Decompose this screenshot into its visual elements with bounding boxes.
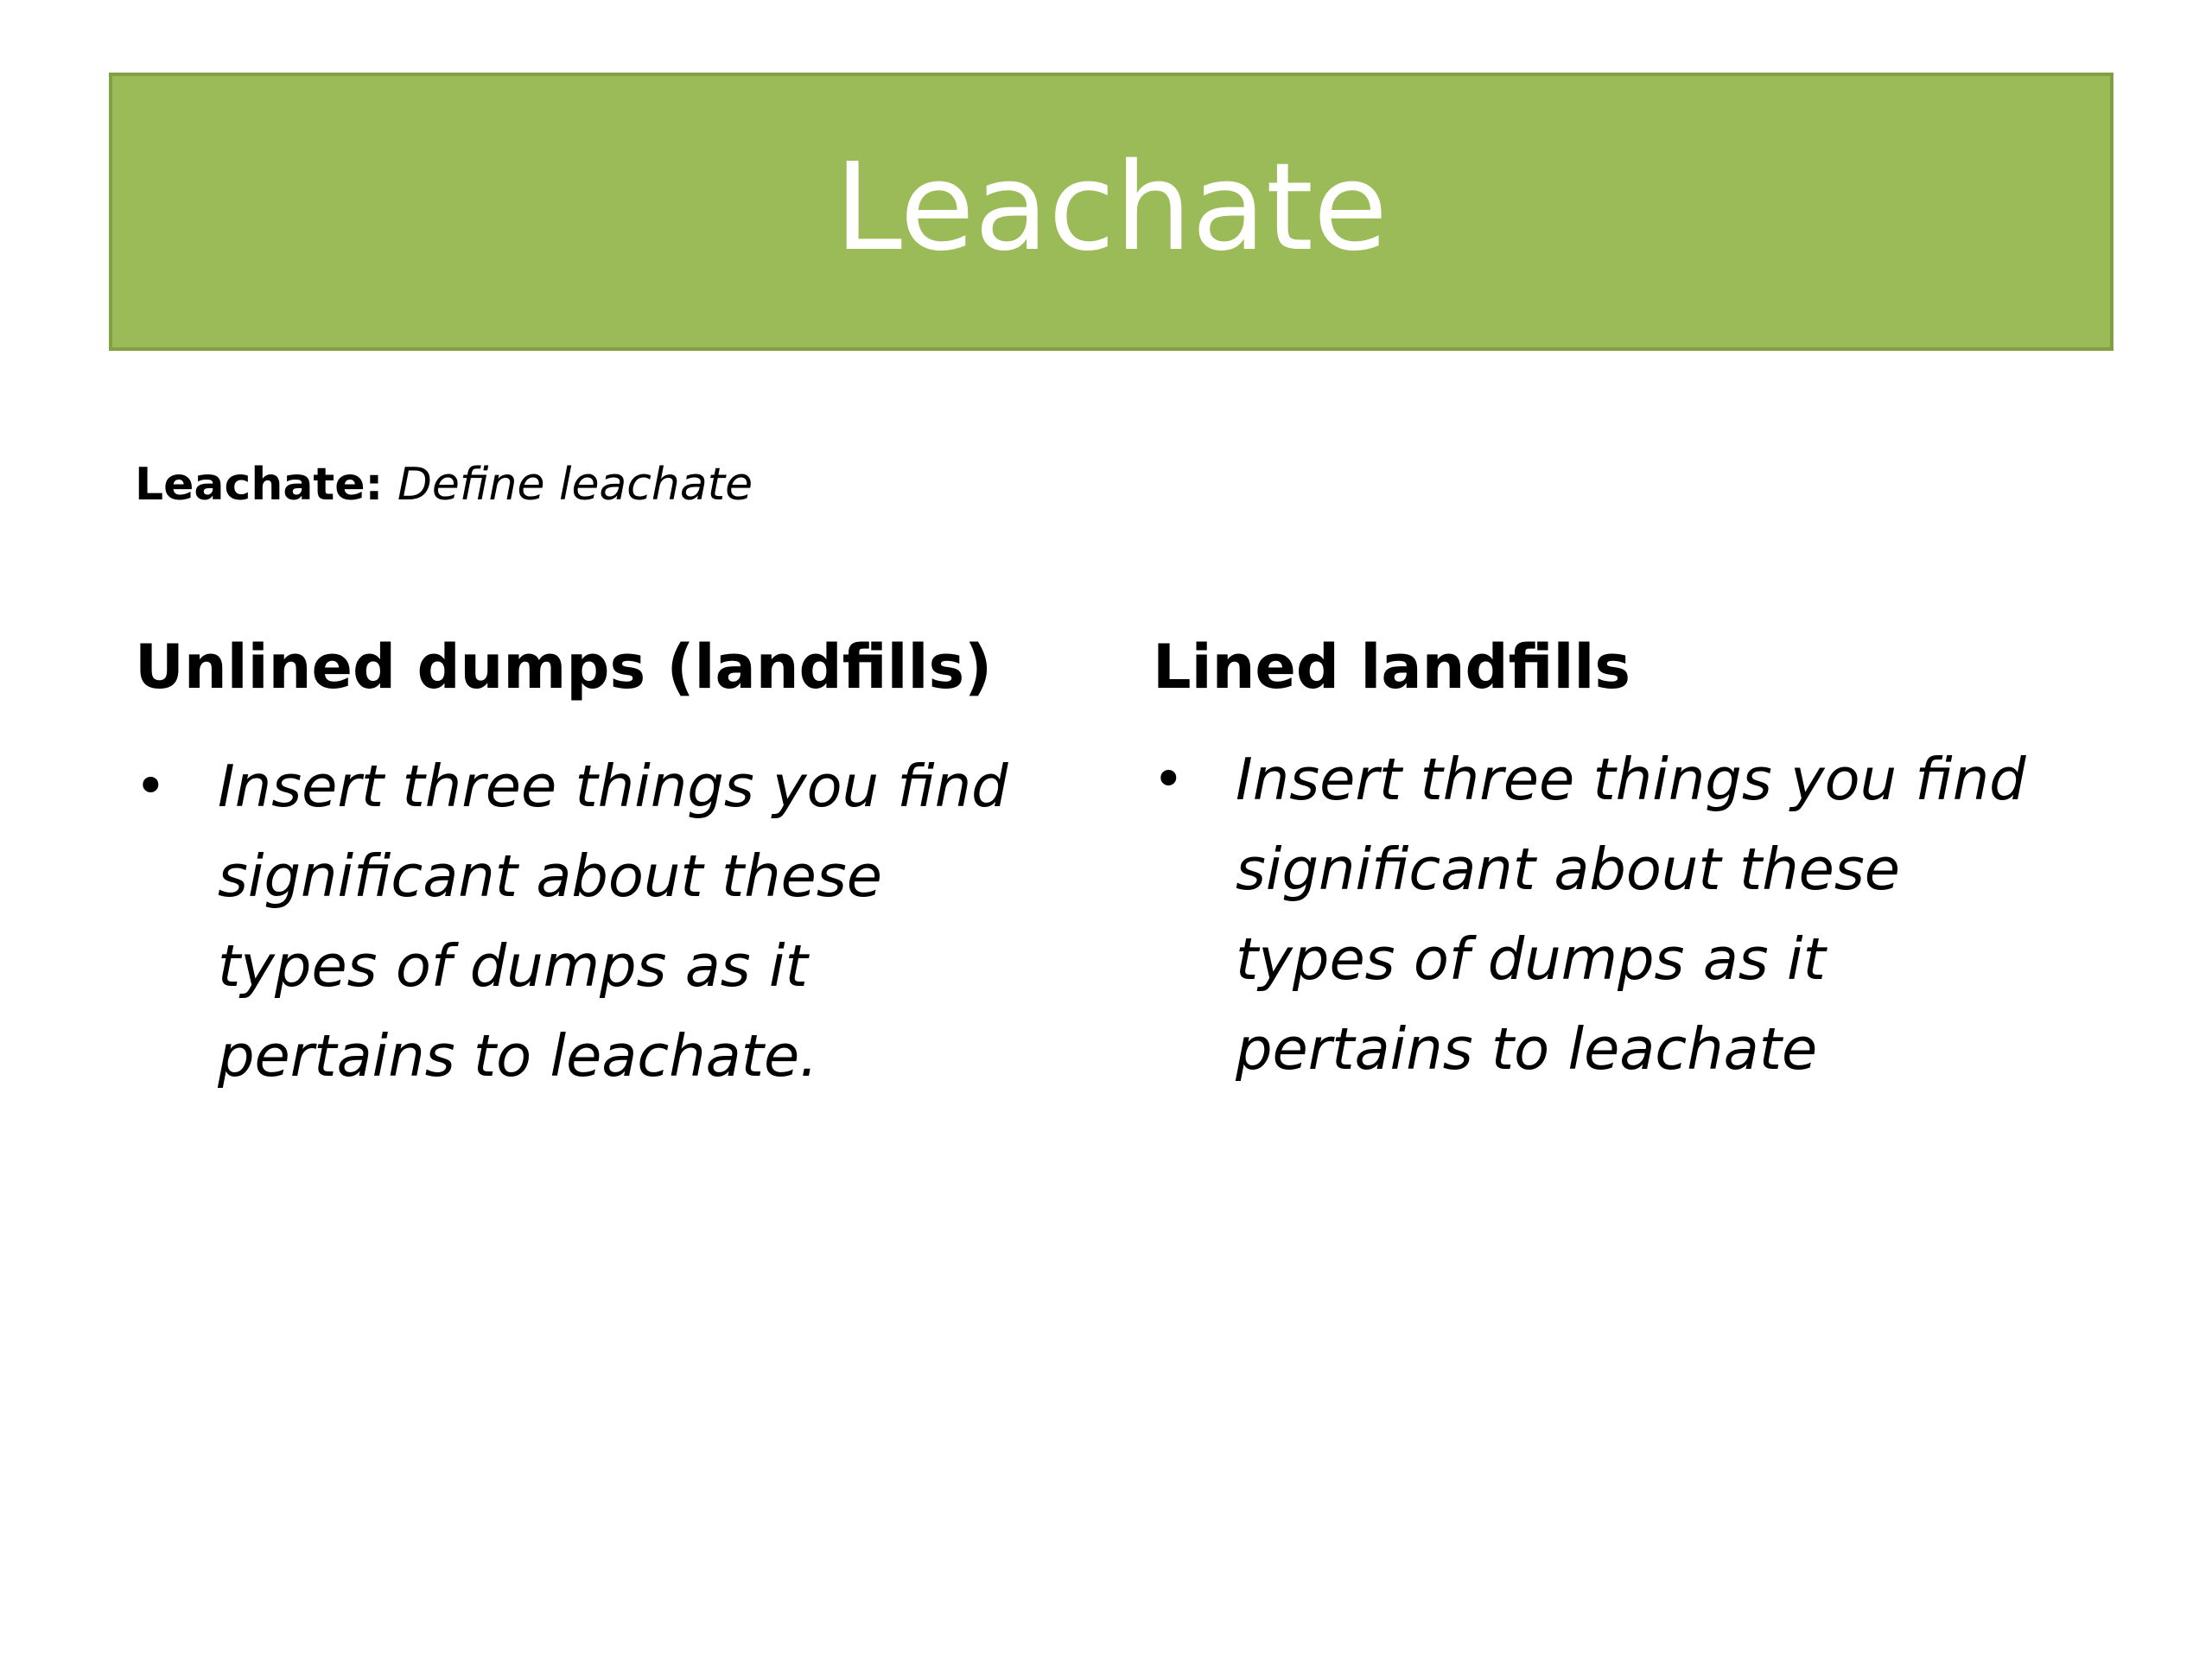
bullet-list — [135, 741, 1051, 1101]
list-item — [135, 741, 1051, 1101]
column-lined-landfills — [1153, 631, 2069, 1094]
slide-title: Leachate — [835, 137, 1388, 278]
bullet-icon: • — [135, 754, 167, 817]
list-item — [1153, 734, 2069, 1094]
bullet-text: Insert three things you find significant about these types of dumps as it pertains to leachate. — [218, 753, 1008, 1090]
column-unlined-dumps — [135, 631, 1051, 1101]
definition-term: Leachate: — [135, 459, 384, 511]
column-heading: Unlined dumps (landfills) — [135, 632, 993, 702]
definition-prompt: Define leachate — [397, 459, 753, 511]
bullet-list — [1153, 734, 2069, 1094]
column-heading: Lined landfills — [1153, 632, 1631, 702]
bullet-icon: • — [1153, 747, 1185, 810]
title-banner — [109, 73, 2113, 351]
bullet-text: Insert three things you find significant about these types of dumps as it pertains to leachate — [1236, 746, 2026, 1083]
definition-line — [135, 458, 753, 512]
